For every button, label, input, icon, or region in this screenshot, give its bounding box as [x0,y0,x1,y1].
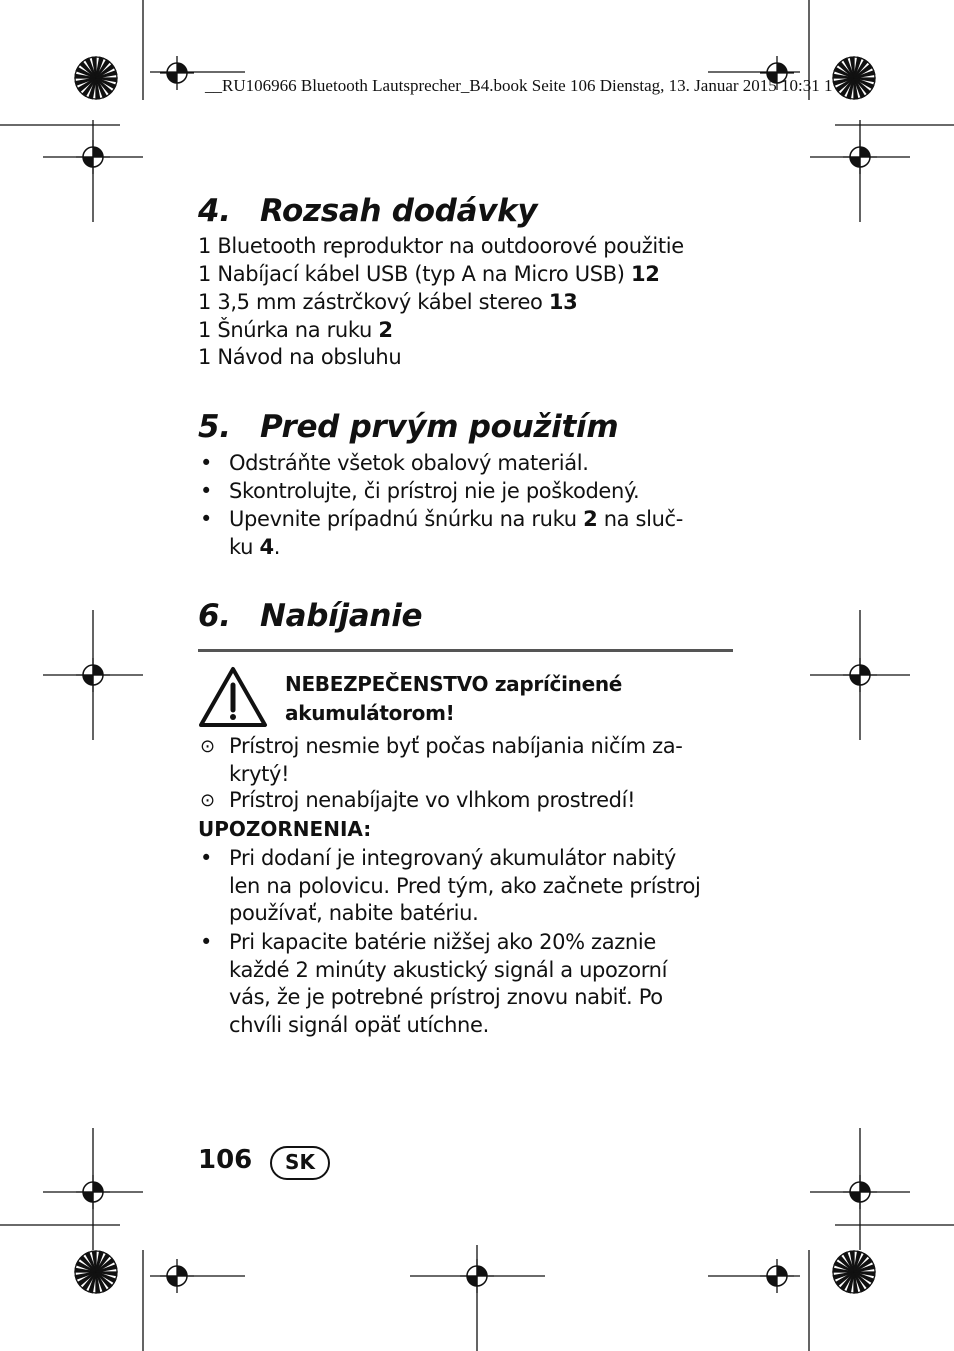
registration-crosshair-icon [843,658,877,692]
note-2-line-1: Pri kapacite batérie nižšej ako 20% zaznie [229,930,656,954]
first-use-step-3-line-2: ku 4. [229,534,281,559]
section-6-number: 6. [198,598,231,634]
prohibition-icon: ⊙ [200,790,215,811]
starburst-target-icon [833,1251,875,1293]
starburst-target-icon [75,1251,117,1293]
delivery-item-2-ref: 12 [630,262,660,286]
delivery-item-2-text: 1 Nabíjací kábel USB (typ A na Micro USB) [198,262,625,286]
registration-crosshair-icon [760,1259,794,1293]
delivery-item-4-ref: 2 [378,318,393,342]
print-header-line: __RU106966 Bluetooth Lautsprecher_B4.book Seite 106 Dienstag, 13. Januar 2015 10:31 1 [205,76,833,95]
bullet-icon: • [200,507,213,531]
prohibition-icon: ⊙ [200,736,215,757]
note-2-line-4: chvíli signál opäť utíchne. [229,1012,489,1037]
section-4-heading [198,193,537,229]
prohibition-1-line-1: Prístroj nesmie byť počas nabíjania ničím za- [229,734,683,758]
page-number: 106 [198,1145,253,1175]
bullet-icon: • [200,451,213,475]
bullet-icon: • [200,846,213,870]
registration-crosshair-icon [843,140,877,174]
danger-warning-line-1: NEBEZPEČENSTVO zapríčinené [285,672,623,696]
registration-crosshair-icon [843,1175,877,1209]
registration-crosshair-icon [160,1259,194,1293]
delivery-item-3-ref: 13 [548,290,578,314]
note-1-line-3: používať, nabite batériu. [229,901,479,925]
delivery-item-2 [198,261,660,289]
delivery-item-1 [198,233,684,261]
delivery-item-5-text: 1 Návod na obsluhu [198,345,402,369]
registration-crosshair-icon [76,1175,110,1209]
prohibition-1-line-2: krytý! [229,761,290,786]
section-5-title: Pred prvým použitím [260,409,619,445]
delivery-item-3-text: 1 3,5 mm zástrčkový kábel stereo [198,290,543,314]
section-6-heading [198,598,422,634]
bullet-icon: • [200,930,213,954]
delivery-item-1-text: 1 Bluetooth reproduktor na outdoorové použitie [198,234,684,258]
starburst-target-icon [75,57,117,99]
section-divider [198,649,733,652]
warning-triangle-icon [198,666,268,728]
danger-warning-text [285,670,622,728]
registration-crosshair-icon [160,56,194,90]
note-2-line-3: vás, že je potrebné prístroj znovu nabiť. Po [229,985,663,1009]
section-4-title: Rozsah dodávky [260,193,538,229]
first-use-step-2-text: Skontrolujte, či prístroj nie je poškodený. [229,479,640,503]
section-6-title: Nabíjanie [260,598,423,634]
bullet-icon: • [200,479,213,503]
delivery-item-5 [198,344,401,372]
note-2-line-2: každé 2 minúty akustický signál a upozorní [229,957,668,982]
section-5-heading [198,409,618,445]
delivery-item-4-text: 1 Šnúrka na ruku [198,318,372,342]
note-1-line-2: len na polovicu. Pred tým, ako začnete prístroj [229,873,701,898]
note-1-line-1: Pri dodaní je integrovaný akumulátor nabitý [229,846,676,870]
language-badge: SK [270,1146,330,1180]
prohibition-2-text: Prístroj nenabíjajte vo vlhkom prostredí! [229,788,636,812]
delivery-item-3 [198,289,577,317]
registration-crosshair-icon [76,658,110,692]
section-5-number: 5. [198,409,231,445]
section-4-number: 4. [198,193,231,229]
registration-crosshair-icon [460,1259,494,1293]
notes-heading: UPOZORNENIA: [198,817,372,841]
delivery-item-4 [198,317,393,345]
first-use-step-1-text: Odstráňte všetok obalový materiál. [229,451,589,475]
registration-crosshair-icon [76,140,110,174]
first-use-step-3-line-1: Upevnite prípadnú šnúrku na ruku 2 na sluč- [229,507,683,531]
danger-warning-line-2: akumulátorom! [285,701,455,725]
